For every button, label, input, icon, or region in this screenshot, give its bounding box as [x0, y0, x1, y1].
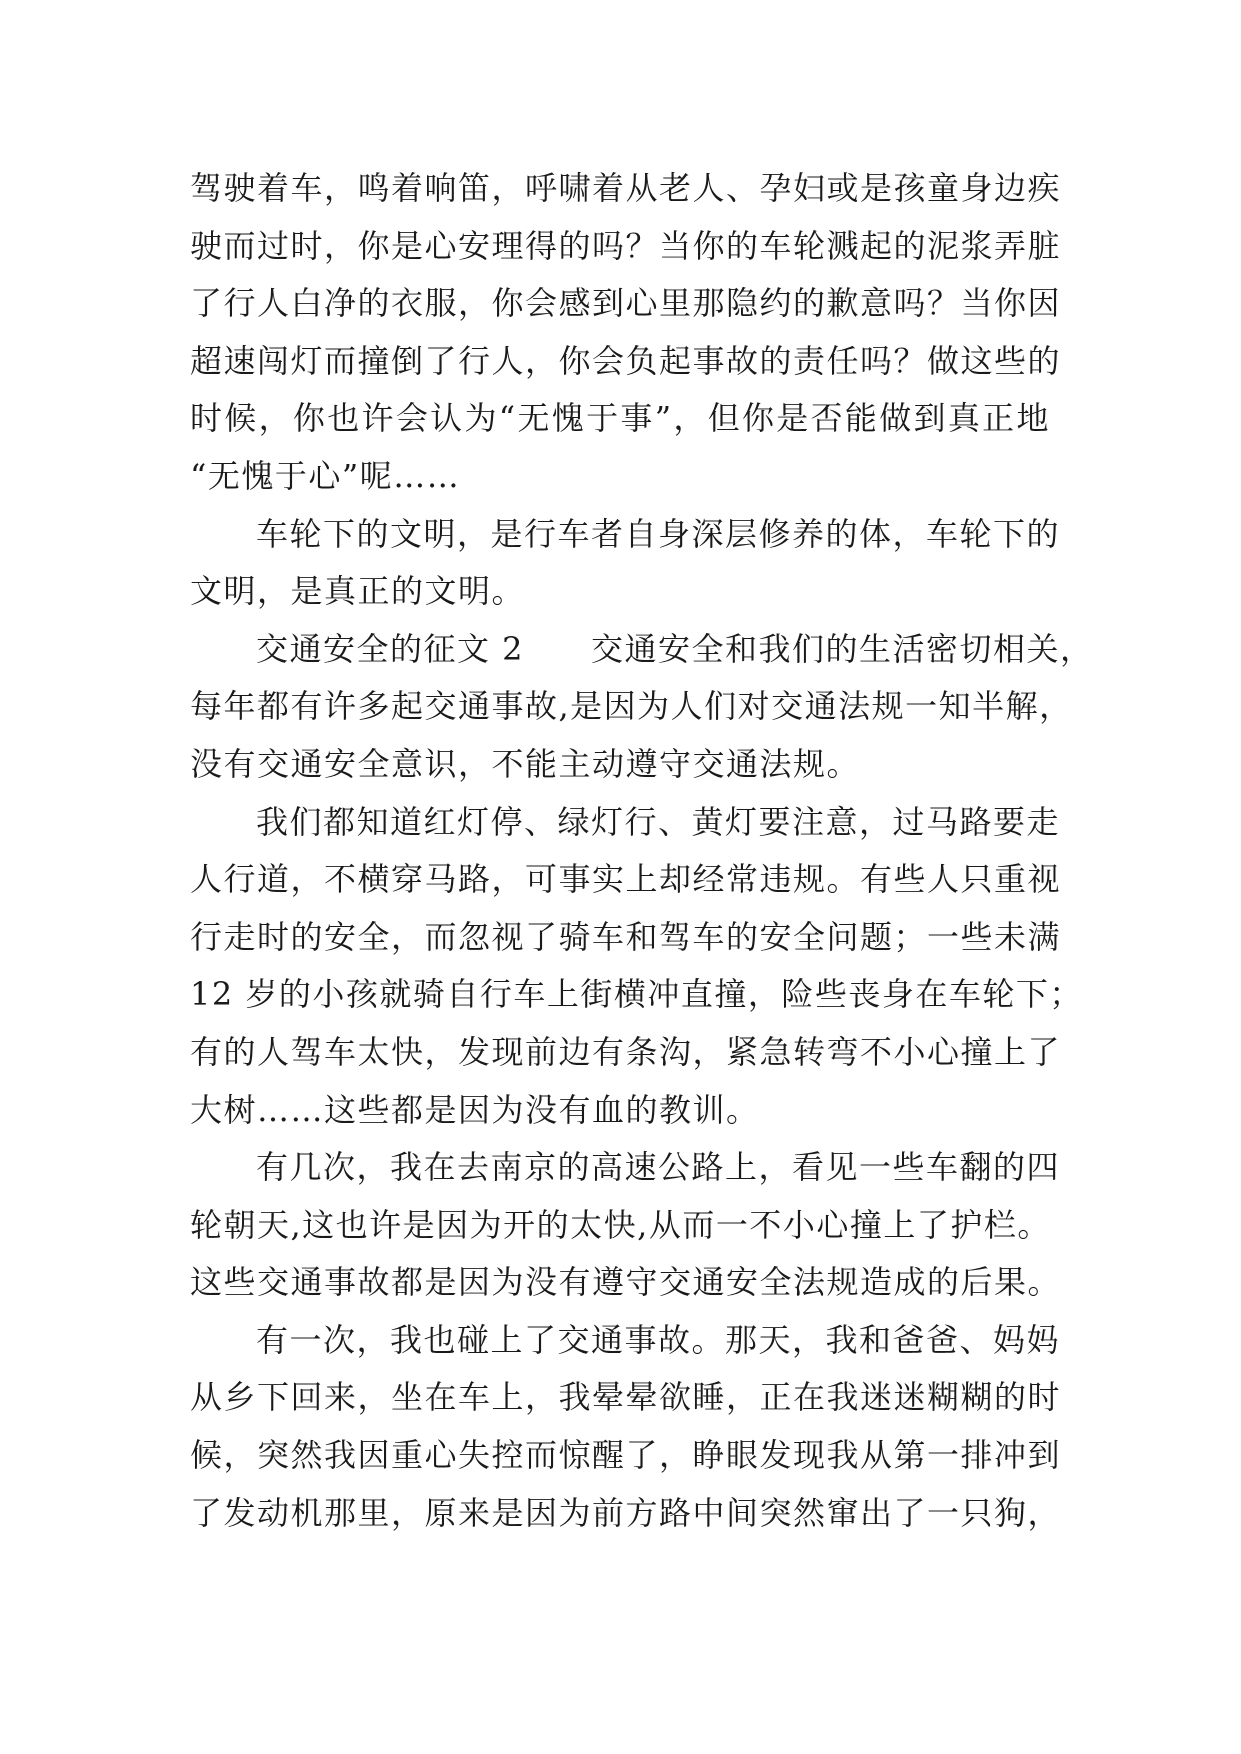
text-line: 了发动机那里，原来是因为前方路中间突然窜出了一只狗， [190, 1493, 1062, 1532]
text-line: 行走时的安全，而忽视了骑车和驾车的安全问题；一些未满 [190, 917, 1062, 956]
text-line: 轮朝天,这也许是因为开的太快,从而一不小心撞上了护栏。 [190, 1205, 1051, 1244]
text-line: 我们都知道红灯停、绿灯行、黄灯要注意，过马路要走 [256, 802, 1061, 841]
text-line: 有一次，我也碰上了交通事故。那天，我和爸爸、妈妈 [256, 1320, 1061, 1359]
text-line: 有的人驾车太快，发现前边有条沟，紧急转弯不小心撞上了 [190, 1032, 1062, 1071]
text-line: 交通安全的征文 2 交通安全和我们的生活密切相关， [256, 629, 1094, 668]
text-line: 车轮下的文明，是行车者自身深层修养的体，车轮下的 [256, 514, 1061, 553]
text-line: 超速闯灯而撞倒了行人，你会负起事故的责任吗？做这些的 [190, 341, 1062, 380]
text-line: 了行人白净的衣服，你会感到心里那隐约的歉意吗？当你因 [190, 284, 1062, 323]
paragraph-3 [190, 621, 1094, 794]
text-line: 从乡下回来，坐在车上，我晕晕欲睡，正在我迷迷糊糊的时 [190, 1378, 1062, 1417]
body-text [190, 160, 1094, 1542]
paragraph-4 [190, 794, 1083, 1140]
text-line: 文明，是真正的文明。 [190, 572, 526, 611]
paragraph-5 [190, 1139, 1062, 1312]
text-line: “无愧于心”呢…… [190, 456, 461, 495]
text-line: 时候，你也许会认为“无愧于事”，但你是否能做到真正地 [190, 399, 1050, 438]
paragraph-6 [190, 1312, 1062, 1542]
text-line: 这些交通事故都是因为没有遵守交通安全法规造成的后果。 [190, 1263, 1062, 1302]
text-line: 驶而过时，你是心安理得的吗？当你的车轮溅起的泥浆弄脏 [190, 226, 1062, 265]
text-line: 没有交通安全意识，不能主动遵守交通法规。 [190, 744, 861, 783]
text-line: 大树……这些都是因为没有血的教训。 [190, 1090, 760, 1129]
paragraph-2 [190, 506, 1061, 621]
text-line: 候，突然我因重心失控而惊醒了，睁眼发现我从第一排冲到 [190, 1436, 1062, 1475]
text-line: 每年都有许多起交通事故,是因为人们对交通法规一知半解， [190, 687, 1073, 726]
text-line: 12 岁的小孩就骑自行车上街横冲直撞，险些丧身在车轮下； [190, 975, 1083, 1014]
paragraph-1 [190, 160, 1062, 506]
text-line: 有几次，我在去南京的高速公路上，看见一些车翻的四 [256, 1148, 1061, 1187]
text-line: 驾驶着车，鸣着响笛，呼啸着从老人、孕妇或是孩童身边疾 [190, 169, 1062, 207]
text-line: 人行道，不横穿马路，可事实上却经常违规。有些人只重视 [190, 860, 1062, 899]
